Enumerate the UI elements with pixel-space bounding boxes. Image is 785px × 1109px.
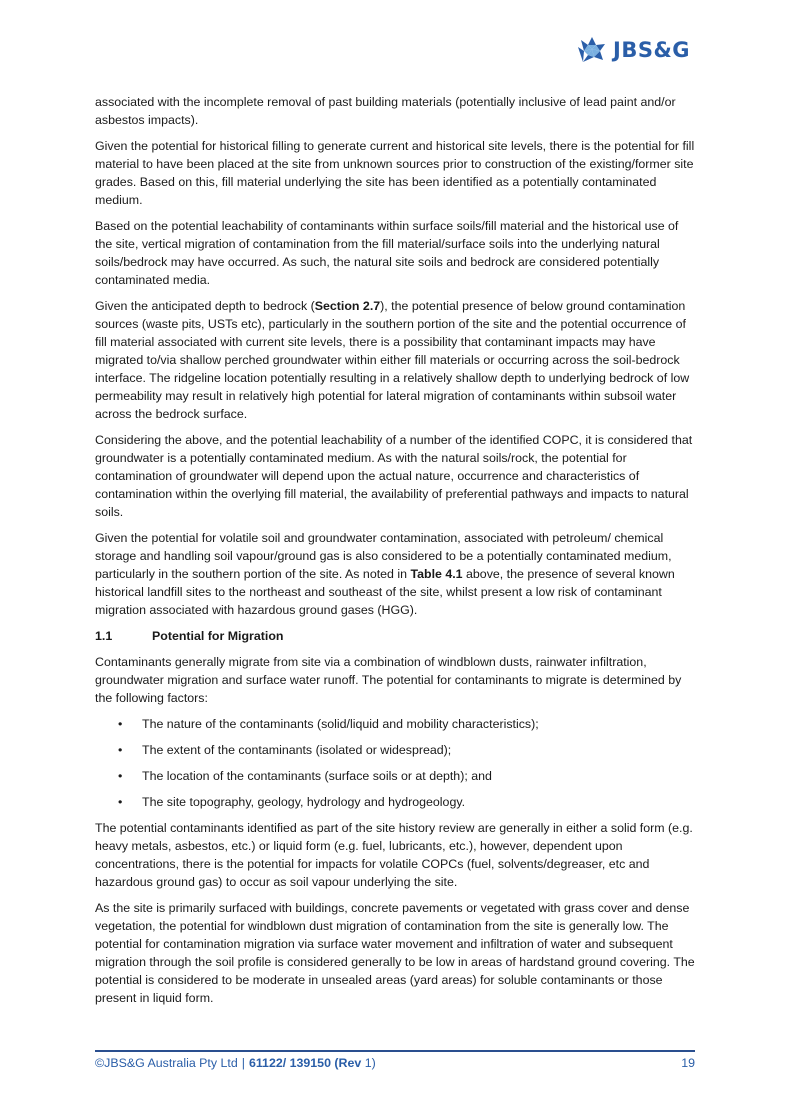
- paragraph-groundwater-medium: Considering the above, and the potential leachability of a number of the identified COPC, it is considered that groundwater is a potentially contaminated medium. As with the natural soils/rock, the potential for contamination of groundwater will depend upon the actual nature, occurrence and characteristics of contamination within the overlying fill material, the availability of preferential pathways and impacts to natural soils.: [95, 433, 693, 519]
- migration-factors-list: [95, 715, 695, 811]
- bullet-icon: •: [118, 743, 123, 757]
- paragraph-contaminant-forms: The potential contaminants identified as part of the site history review are generally in either a solid form (e.g. heavy metals, asbestos, etc.) or liquid form (e.g. fuel, lubricants, etc.), however, dependent upon concentrations, there is the potential for impacts for volatile COPCs (fuel, solvents/degreaser, etc and hazardous ground gas) to occur as soil vapour underlying the site.: [95, 821, 693, 889]
- jbsg-star-logo-icon: [575, 35, 609, 65]
- paragraph-fill-material: Given the potential for historical filling to generate current and historical site levels, there is the potential for fill material to have been placed at the site from unknown sources prior to construction of the existing/former site grades. Based on this, fill material underlying the site has been identified as a potentially contaminated medium.: [95, 139, 695, 207]
- footer-company: ©JBS&G Australia Pty Ltd: [95, 1056, 238, 1070]
- footer-reference: ©JBS&G Australia Pty Ltd | 61122/ 139150 (Rev 1): [95, 1056, 376, 1070]
- list-item: • The extent of the contaminants (isolated or widespread);: [118, 743, 452, 757]
- footer-rev-number: 1): [361, 1056, 376, 1070]
- section-heading: [95, 627, 695, 645]
- footer-project-ref: 61122/ 139150: [248, 1056, 331, 1070]
- page-number: 19: [681, 1056, 695, 1070]
- paragraph-windblown-dust: As the site is primarily surfaced with buildings, concrete pavements or vegetated with grass cover and dense vegetation, the potential for windblown dust migration of contamination from the site is generally low. The potential for contamination migration via surface water movement and infiltration of water and subsequent migration through the soil profile is considered generally to be low in areas of hardstand ground covering. The potential is considered to be moderate in unsealed areas (yard areas) for soluble contaminants or those present in liquid form.: [95, 901, 695, 1005]
- page-footer: [95, 1050, 695, 1070]
- paragraph-natural-soils: Based on the potential leachability of contaminants within surface soils/fill material and the historical use of the site, vertical migration of contamination from the fill material/surface soils into the underlying natural soils/bedrock may have occurred. As such, the natural site soils and bedrock are considered potentially contaminated media.: [95, 219, 679, 287]
- paragraph-groundwater-migration: Given the anticipated depth to bedrock (Section 2.7), the potential presence of below ground contamination sources (waste pits, USTs etc), particularly in the southern portion of the site and the potential occurrence of fill material associated with current site levels, there is a possibility that contaminant impacts may have migrated to/via shallow perched groundwater within either fill materials or occurring across the soil-bedrock interface. The ridgeline location potentially resulting in a relatively shallow depth to underlying bedrock of low permeability may result in relatively high potential for lateral migration of contaminants within subsoil water across the bedrock surface.: [95, 299, 690, 421]
- paragraph-migration-intro: Contaminants generally migrate from site via a combination of windblown dusts, rainwater infiltration, groundwater migration and surface water runoff. The potential for contaminants to migrate is determined by the following factors:: [95, 655, 682, 705]
- list-item: • The location of the contaminants (surface soils or at depth); and: [118, 769, 492, 783]
- table-reference: Table 4.1: [410, 567, 463, 581]
- section-reference: Section 2.7: [314, 299, 381, 313]
- paragraph-building-materials: associated with the incomplete removal of past building materials (potentially inclusive of lead paint and/or asbestos impacts).: [95, 95, 676, 127]
- list-item: • The nature of the contaminants (solid/liquid and mobility characteristics);: [118, 717, 539, 731]
- paragraph-soil-vapour: Given the potential for volatile soil and groundwater contamination, associated with petroleum/ chemical storage and handling soil vapour/ground gas is also considered to be a potentially contaminated medium, particularly in the southern portion of the site. As noted in Table 4.1 above, the presence of several known historical landfill sites to the northeast and southeast of the site, whilst present a low risk of contaminant migration associated with hazardous ground gases (HGG).: [95, 531, 675, 617]
- bullet-icon: •: [118, 717, 123, 731]
- logo-text: JBS&G: [613, 38, 690, 62]
- document-body: [95, 93, 695, 1015]
- bullet-icon: •: [118, 769, 123, 783]
- bullet-icon: •: [118, 795, 123, 809]
- list-item: • The site topography, geology, hydrology and hydrogeology.: [118, 795, 466, 809]
- section-title: Potential for Migration: [152, 629, 284, 643]
- company-logo: [575, 35, 690, 65]
- section-number: 1.1: [95, 629, 113, 643]
- footer-rev-label: (Rev: [334, 1056, 362, 1070]
